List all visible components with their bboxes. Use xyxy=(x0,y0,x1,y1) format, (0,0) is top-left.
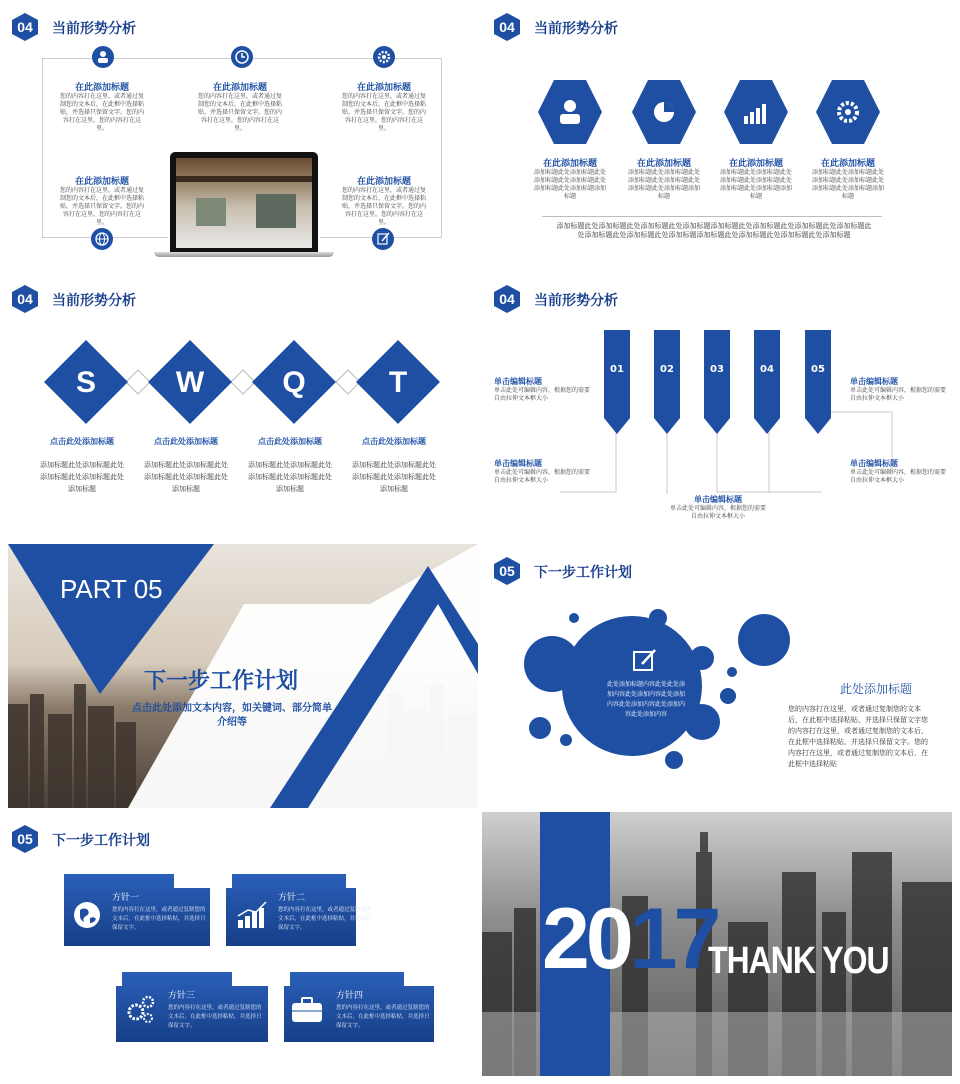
thank-you-text: THANK YOU xyxy=(708,938,889,982)
bar-chart-icon xyxy=(720,76,792,148)
briefcase-icon xyxy=(290,996,324,1024)
feature-item: 在此添加标题 添加标题此处添加标题此处添加标题此处添加标题此处添加标题此处添加标题添加标题 xyxy=(533,159,606,200)
feature-item: 在此添加标题 添加标题此处添加标题此处添加标题此处添加标题此处添加标题此处添加标题添加标题 xyxy=(811,159,884,200)
slide-2 xyxy=(482,0,960,268)
note-item: 单击编辑标题 单击此处可编辑内容，根据您的需要自由拉伸文本框大小 xyxy=(850,459,947,484)
slide-1 xyxy=(0,0,478,268)
edit-icon xyxy=(630,646,658,674)
badge-number: 04 xyxy=(499,19,515,35)
feature-item: 在此添加标题 您的内容打在这里，或者通过复制您的文本后，在此框中选择粘贴，并选择只保留文字。您的内容打在这里，您的内容打在这里。 xyxy=(59,177,144,226)
slide-4 xyxy=(482,272,960,540)
feature-item: 在此添加标题 您的内容打在这里，或者通过复制您的文本后，在此框中选择粘贴，并选择只保留文字。您的内容打在这里，您的内容打在这里。 xyxy=(197,83,282,132)
globe-icon xyxy=(91,228,113,250)
year-display xyxy=(542,891,718,987)
slide-8 xyxy=(482,812,952,1076)
globe-icon xyxy=(70,898,104,932)
note-item: 单击编辑标题 单击此处可编辑内容，根据您的需要自由拉伸文本框大小 xyxy=(494,377,591,402)
pencil-number: 04 xyxy=(760,364,774,375)
gears-icon xyxy=(124,992,158,1026)
badge-number: 04 xyxy=(17,291,33,307)
section-title: 当前形势分析 xyxy=(52,21,136,37)
card-body: 您的内容打在这里，或者通过复制您的文本后，在此框中选择粘贴，并选择只保留文字。 xyxy=(336,1005,430,1029)
people-icon xyxy=(92,46,114,68)
section-title: 当前形势分析 xyxy=(534,293,618,309)
pie-chart-icon xyxy=(628,76,700,148)
swot-item: 点击此处添加标题 添加标题此处添加标题此处添加标题此处添加标题此处添加标题 xyxy=(144,437,228,493)
slide-3 xyxy=(0,272,478,540)
feature-item: 在此添加标题 添加标题此处添加标题此处添加标题此处添加标题此处添加标题此处添加标题添加标题 xyxy=(627,159,700,200)
note-item: 单击编辑标题 单击此处可编辑内容，根据您的需要自由拉伸文本框大小 xyxy=(494,459,591,484)
note-item: 单击编辑标题 单击此处可编辑内容，根据您的需要自由拉伸文本框大小 xyxy=(850,377,947,402)
card-shapes xyxy=(0,812,478,1080)
letter-s: S xyxy=(75,366,96,399)
pencil-number: 02 xyxy=(660,364,674,375)
year-part-b: 17 xyxy=(629,891,718,987)
bar-chart-icon xyxy=(236,900,270,930)
pencil-number: 05 xyxy=(811,364,825,375)
divider xyxy=(542,216,882,217)
badge-number: 04 xyxy=(17,19,33,35)
feature-item: 在此添加标题 添加标题此处添加标题此处添加标题此处添加标题此处添加标题此处添加标题添加标题 xyxy=(719,159,792,200)
content-body: 您的内容打在这里，或者通过复制您的文本后，在此框中选择粘贴，并选择只保留文字您的内容打在这里，或者通过复制您的文本后，在此框中选择粘贴，并选择只保留文字。您的内容打在这里，或者通过复制您的文本后，在此框中选择粘贴 xyxy=(788,705,928,768)
pencil-number: 01 xyxy=(610,364,624,375)
letter-t: T xyxy=(388,366,408,399)
swot-item: 点击此处添加标题 添加标题此处添加标题此处添加标题此处添加标题此处添加标题 xyxy=(40,437,124,493)
card-title: 方针四 xyxy=(336,991,364,1001)
slide-6 xyxy=(482,544,960,808)
content-heading: 此处添加标题 xyxy=(840,682,913,696)
slide-5 xyxy=(8,544,478,808)
gear-icon xyxy=(373,46,395,68)
card-body: 您的内容打在这里，或者通过复制您的文本后，在此框中选择粘贴，并选择只保留文字。 xyxy=(278,907,372,931)
year-part-a: 20 xyxy=(542,891,630,987)
card-body: 您的内容打在这里，或者通过复制您的文本后，在此框中选择粘贴，并选择只保留文字。 xyxy=(112,907,206,931)
user-icon xyxy=(534,76,606,148)
gear-icon xyxy=(812,76,884,148)
letter-w: W xyxy=(175,366,205,399)
card-title: 方针三 xyxy=(168,991,196,1001)
badge-number: 04 xyxy=(499,291,515,307)
badge-number: 05 xyxy=(17,831,33,847)
slide-subtitle: 点击此处添加文本内容，如关键词、部分简单介绍等 xyxy=(132,703,332,728)
clock-icon xyxy=(231,46,253,68)
swot-item: 点击此处添加标题 添加标题此处添加标题此处添加标题此处添加标题此处添加标题 xyxy=(248,437,332,493)
card-title: 方针二 xyxy=(278,893,306,903)
section-title: 当前形势分析 xyxy=(534,21,618,37)
slide-title: 下一步工作计划 xyxy=(144,669,299,694)
feature-item: 在此添加标题 您的内容打在这里，或者通过复制您的文本后，在此框中选择粘贴，并选择只保留文字。您的内容打在这里，您的内容打在这里。 xyxy=(59,83,144,132)
section-title: 当前形势分析 xyxy=(52,293,136,309)
feature-item: 在此添加标题 您的内容打在这里，或者通过复制您的文本后，在此框中选择粘贴，并选择只保留文字。您的内容打在这里，您的内容打在这里。 xyxy=(341,177,426,226)
card-title: 方针一 xyxy=(112,893,140,903)
section-title: 下一步工作计划 xyxy=(534,565,632,581)
laptop-image xyxy=(168,150,320,254)
swot-item: 点击此处添加标题 添加标题此处添加标题此处添加标题此处添加标题此处添加标题 xyxy=(352,437,436,493)
letter-q: Q xyxy=(282,366,306,399)
card-body: 您的内容打在这里，或者通过复制您的文本后，在此框中选择粘贴，并选择只保留文字。 xyxy=(168,1005,262,1029)
footer-text: 添加标题此处添加标题此处添加标题此处添加标题添加标题此处添加标题此处添加标题此处添加标题此处添加标题此处添加标题此处添加标题添加标题此处添加标题此处添加标题此处添加标题 xyxy=(556,222,872,239)
section-title: 下一步工作计划 xyxy=(52,833,150,849)
badge-number: 05 xyxy=(499,563,515,579)
feature-item: 在此添加标题 您的内容打在这里，或者通过复制您的文本后，在此框中选择粘贴，并选择只保留文字。您的内容打在这里，您的内容打在这里。 xyxy=(341,83,426,132)
edit-icon xyxy=(372,228,394,250)
part-label: PART 05 xyxy=(60,574,163,604)
pencil-number: 03 xyxy=(710,364,724,375)
note-item: 单击编辑标题 单击此处可编辑内容，根据您的需要自由拉伸文本框大小 xyxy=(669,495,766,520)
slide-7 xyxy=(0,812,478,1080)
bubble-text: 此处添加标题内容此处此处添加内容此处添加内容此处添加内容此处添加内容此处添加内容此处添加内容 xyxy=(606,681,685,718)
